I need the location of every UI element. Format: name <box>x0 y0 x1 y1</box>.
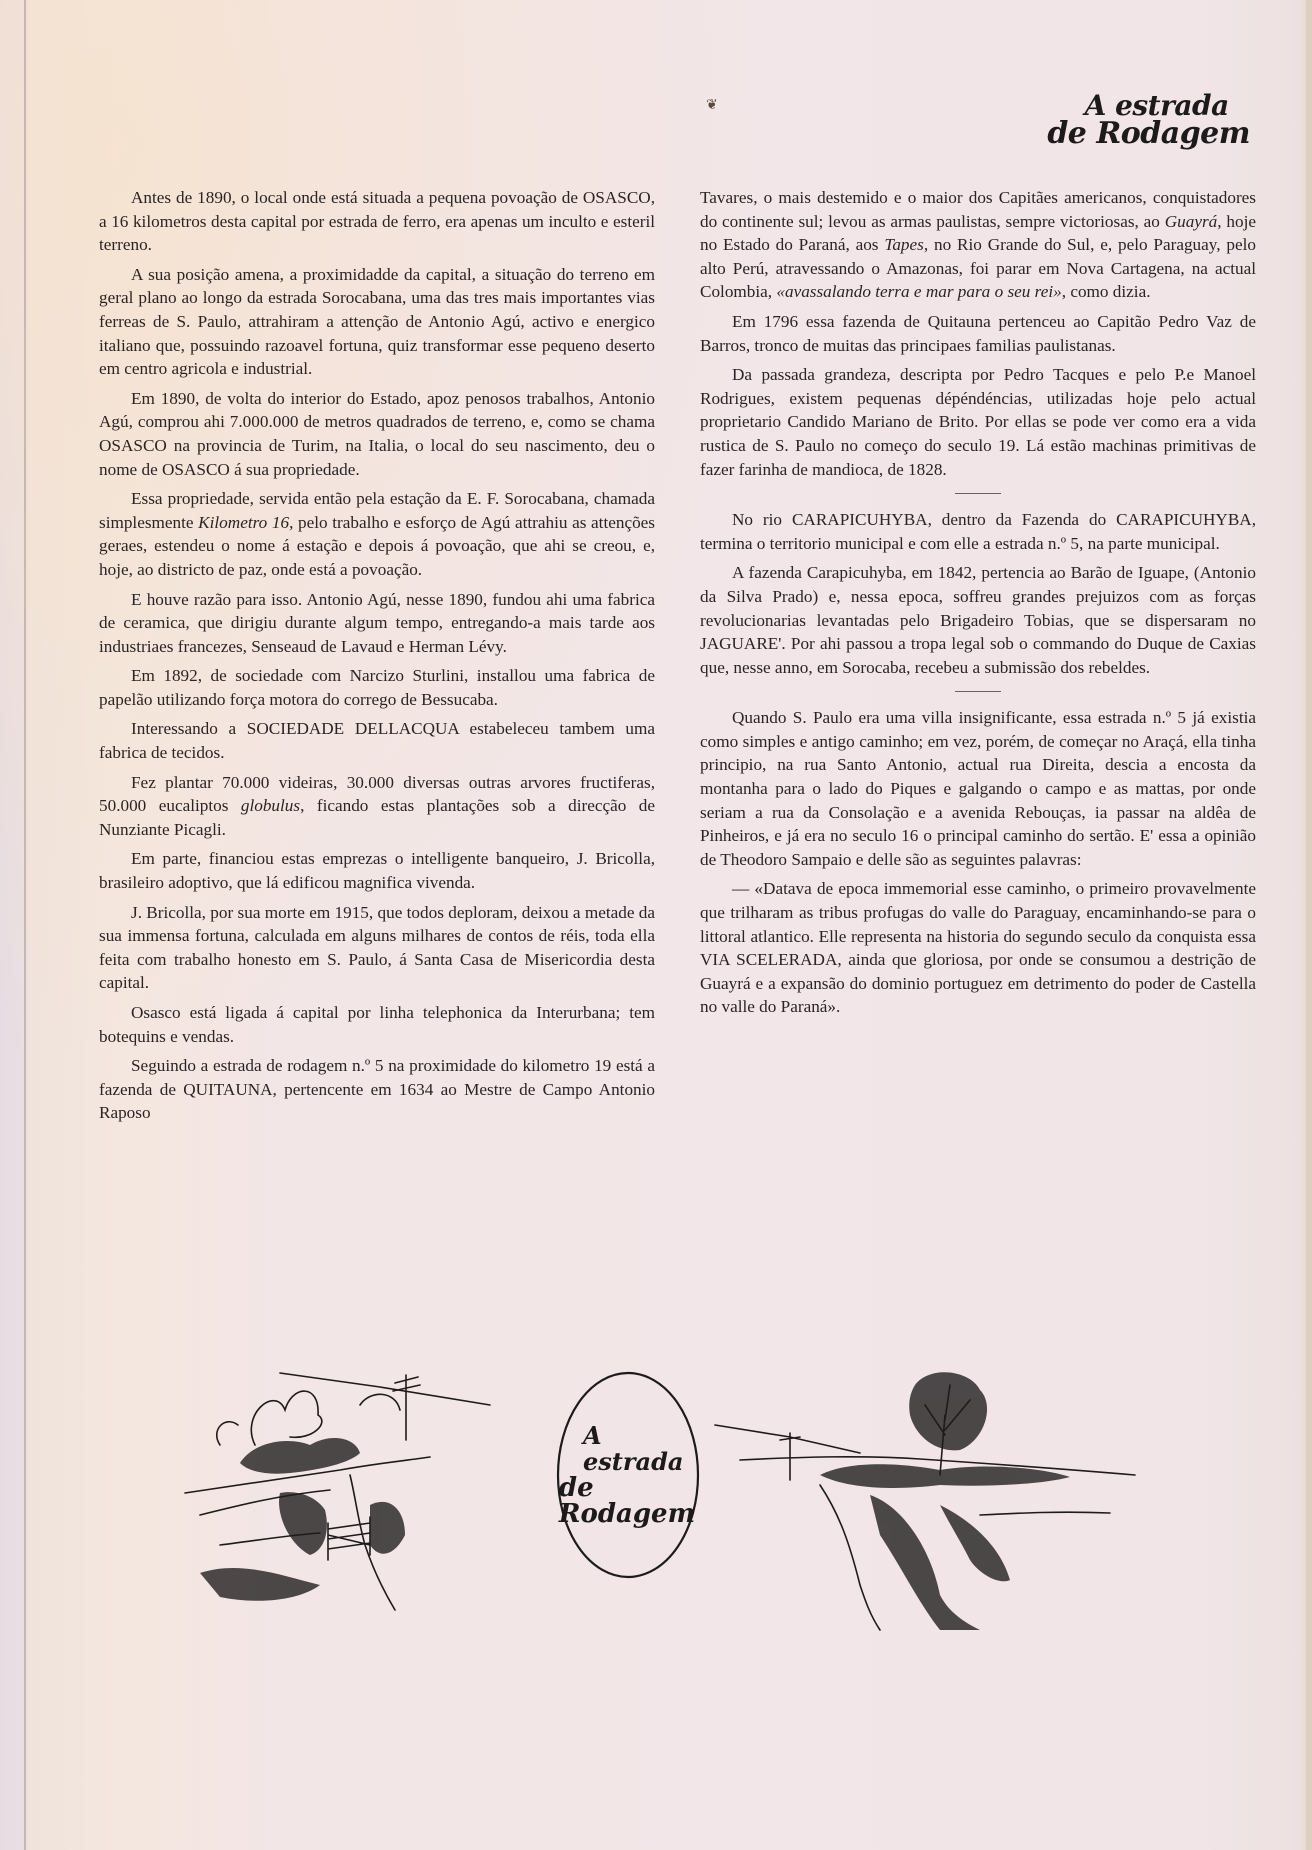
text-run: Fez plantar 70.000 videiras, 30.000 diversas outras arvores fructiferas, 50.000 eucaliptos <box>99 772 655 816</box>
logo-line-2: de Rodagem <box>1047 116 1250 151</box>
text-run: Tavares, o mais destemido e o maior dos Capitães americanos, conquistadores do continente sul; levou as armas paulistas, sempre victoriosas, ao <box>700 188 1256 231</box>
paragraph: A sua posição amena, a proximidadde da capital, a situação do terreno em geral plano ao longo da estrada Sorocabana, uma das tres mais importantes vias ferreas de S. Paulo, attrahiram a attenção de Antonio Agú, activo e energico italiano que, possuindo razoavel fortuna, quiz transformar esse pequeno deserto em centro agricola e industrial. <box>99 264 655 379</box>
paragraph <box>99 771 655 842</box>
landscape-illustration <box>180 1345 1140 1635</box>
text-run: , pelo trabalho e esforço de Agú attrahiu as attenções geraes, estendeu o nome á estação e depois á povoação, que ahi se creou, e, hoje, ao districto de paz, onde está a povoação. <box>99 512 655 579</box>
brush-left <box>200 1568 320 1601</box>
hedge-right <box>820 1464 1070 1488</box>
hedge-left <box>279 1492 327 1555</box>
text-run: , como dizia. <box>1061 282 1151 302</box>
section-divider <box>955 493 1001 494</box>
telegraph-pole <box>780 1433 800 1480</box>
paragraph: Seguindo a estrada de rodagem n.º 5 na proximidade do kilometro 19 está a fazenda de QUITAUNA, pertencente em 1634 ao Mestre de Campo Antonio Raposo <box>99 1056 655 1123</box>
left-column <box>99 186 655 1131</box>
page-binding-edge <box>24 0 26 1850</box>
text-run: , hoje no Estado do Paraná, aos <box>700 211 1256 255</box>
oval-logo <box>558 1392 696 1557</box>
tree-canopy <box>909 1372 987 1450</box>
text-run: Essa propriedade, servida então pela estação da E. F. Sorocabana, chamada simplesmente <box>99 489 655 532</box>
paragraph: No rio CARAPICUHYBA, dentro da Fazenda do CARAPICUHYBA, termina o territorio municipal e com elle a estrada n.º 5, na parte municipal. <box>700 510 1256 553</box>
paragraph: A fazenda Carapicuhyba, em 1842, pertencia ao Barão de Iguape, (Antonio da Silva Prado) e, nessa epoca, soffreu grandes prejuizos com as forças revolucionarias levantadas pelo Brigadeiro Tobias, que se dispersaram no JAGUARE'. Por ahi passou a tropa legal sob o commando do Duque de Caxias que, nesse anno, em Sorocaba, recebeu a submissão dos rebeldes. <box>700 563 1256 677</box>
page-right-edge <box>1306 0 1312 1850</box>
italic-term: Tapes <box>884 235 924 255</box>
paragraph: J. Bricolla, por sua morte em 1915, que todos deploram, deixou a metade da sua immensa fortuna, calculada em alguns milhares de contos de réis, toda ella feita com trabalho honesto em S. Paulo, á Santa Casa de Misericordia desta capital. <box>99 902 655 993</box>
right-column <box>700 186 1256 1025</box>
paragraph: Antes de 1890, o local onde está situada a pequena povoação de OSASCO, a 16 kilometros desta capital por estrada de ferro, era apenas um inculto e esteril terreno. <box>99 188 655 255</box>
text-run: , no Rio Grande do Sul, e, pelo Paraguay, pelo alto Perú, atravessando o Amazonas, foi parar em Nova Cartagena, na actual Colombia, <box>700 235 1256 302</box>
logo-line-1: A estrada <box>1084 89 1229 122</box>
italic-term: globulus <box>240 796 301 816</box>
paragraph: Quando S. Paulo era uma villa insignificante, essa estrada n.º 5 já existia como simples e antigo caminho; em vez, porém, de começar no Araçá, ella tinha principio, na rua Santo Antonio, actual rua Direita, descia a encosta da montanha para o lado do Piques e galgando o campo e as mattas, por onde seriam a rua da Consolação e a avenida Rebouças, ia passar na aldêa de Pinheiros, e já era no seculo 16 o principal caminho do sertão. E' essa a opinião de Theodoro Sampaio e delle são as seguintes palavras: <box>700 708 1256 869</box>
italic-term: Guayrá <box>1164 211 1218 231</box>
ornament-icon: ❦ <box>706 98 718 113</box>
paragraph: Em 1892, de sociedade com Narcizo Sturlini, installou uma fabrica de papelão utilizando força motora do corrego de Bessucaba. <box>99 666 655 709</box>
road-path <box>820 1485 880 1630</box>
paragraph: Osasco está ligada á capital por linha telephonica da Interurbana; tem botequins e vendas. <box>99 1003 655 1046</box>
paragraph-continued <box>700 186 1256 304</box>
cloud-shape <box>251 1391 322 1445</box>
grass-right <box>940 1505 1010 1581</box>
paragraph: Em 1796 essa fazenda de Quitauna pertenceu ao Capitão Pedro Vaz de Barros, tronco de muitas das principaes familias paulistanas. <box>700 311 1256 355</box>
cloud-shape <box>360 1394 400 1410</box>
oval-logo-line-1: A estrada <box>583 1420 684 1476</box>
text-run: , ficando estas plantações sob a direcção de Nunziante Picagli. <box>99 796 655 839</box>
field-line <box>980 1512 1110 1515</box>
masthead-logo <box>1047 89 1250 151</box>
cloud-shape <box>217 1422 238 1445</box>
bushes-left <box>240 1438 360 1474</box>
telegraph-pole <box>393 1375 420 1440</box>
grass-right <box>870 1495 980 1630</box>
paragraph: Em 1890, de volta do interior do Estado, apoz penosos trabalhos, Antonio Agú, comprou ahi 7.000.000 de metros quadrados de terreno, e, como se chama OSASCO na provincia de Turim, na Italia, o local do seu nascimento, deu o nome de OSASCO á sua propriedade. <box>99 388 655 479</box>
section-divider <box>955 691 1001 692</box>
telegraph-wire <box>280 1373 490 1405</box>
paragraph: E houve razão para isso. Antonio Agú, nesse 1890, fundou ahi uma fabrica de ceramica, que dirigiu durante algum tempo, entregando-a mais tarde aos industriaes francezes, Senseaud de Lavaud e Herman Lévy. <box>99 589 655 656</box>
italic-quote: «avassalando terra e mar para o seu rei» <box>776 282 1062 302</box>
paragraph: Da passada grandeza, descripta por Pedro Tacques e pelo P.e Manoel Rodrigues, existem pequenas dépéndéncias, utilizadas hoje pelo actual proprietario Candido Mariano de Brito. Por ellas se pode ver como era a vida rustica de S. Paulo no começo do seculo 19. Lá estão machinas primitivas de fazer farinha de mandioca, de 1828. <box>700 365 1256 479</box>
paragraph: — «Datava de epoca immemorial esse caminho, o primeiro provavelmente que trilharam as tribus profugas do valle do Paraguay, encaminhando-se para o littoral atlantico. Elle representa na historia do segundo seculo da conquista essa VIA SCELERADA, ainda que gloriosa, por onde se consumou a destrição de Guayrá e a expansão do dominio portuguez em detrimento do poder de Castella no valle do Paraná». <box>700 879 1256 1017</box>
italic-term: Kilometro 16 <box>198 512 290 532</box>
paragraph <box>99 487 655 581</box>
paragraph: Interessando a SOCIEDADE DELLACQUA estabeleceu tambem uma fabrica de tecidos. <box>99 719 655 763</box>
brush-center <box>370 1502 405 1554</box>
oval-logo-line-2: de Rodagem <box>558 1472 696 1529</box>
paragraph: Em parte, financiou estas emprezas o intelligente banqueiro, J. Bricolla, brasileiro adoptivo, que lá edificou magnifica vivenda. <box>99 849 655 893</box>
